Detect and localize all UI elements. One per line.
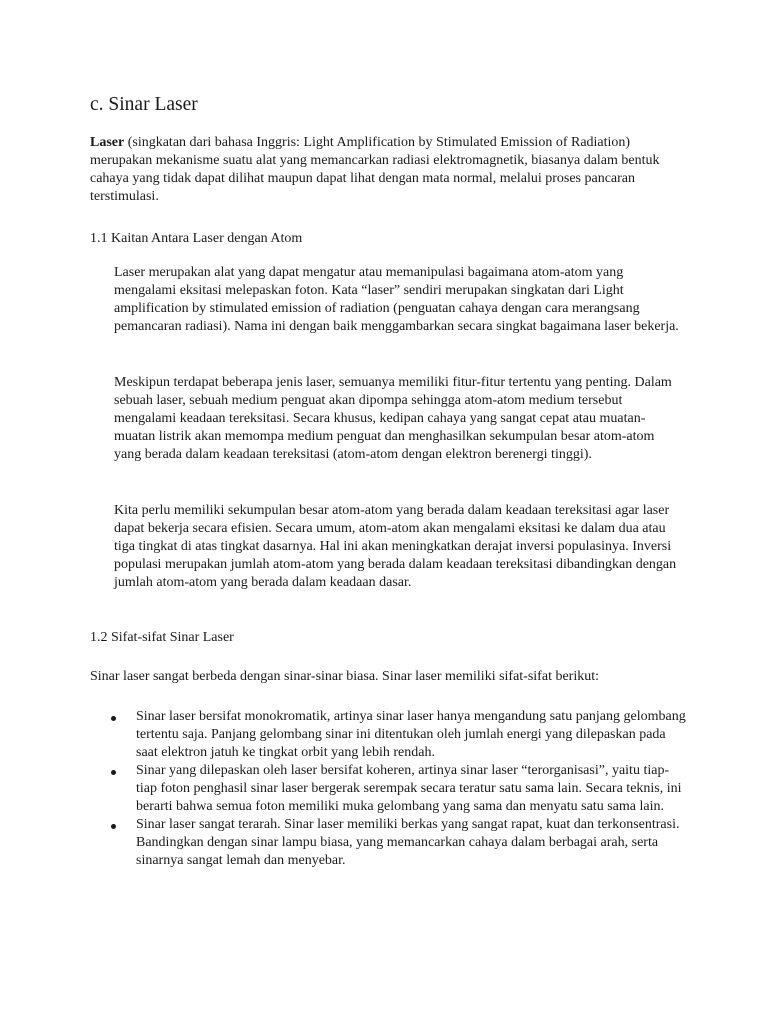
- section1-paragraph: Laser merupakan alat yang dapat mengatur atau memanipulasi bagaimana atom-atom yang mengalami eksitasi melepaskan foton. Kata “laser” sendiri merupakan singkatan dari Light amplification by stimulated emission of radiation (penguatan cahaya dengan cara merangsang pemancaran radiasi). Nama ini dengan baik menggambarkan secara singkat bagaimana laser bekerja.: [114, 265, 679, 334]
- section-title-atom: 1.1 Kaitan Antara Laser dengan Atom: [90, 231, 303, 246]
- bullet-icon: [111, 824, 116, 829]
- list-item: [136, 762, 686, 816]
- properties-lead: Sinar laser sangat berbeda dengan sinar-sinar biasa. Sinar laser memiliki sifat-sifat berikut:: [90, 669, 599, 684]
- intro-term: Laser: [90, 135, 125, 150]
- section1-paragraph: Kita perlu memiliki sekumpulan besar atom-atom yang berada dalam keadaan tereksitasi agar laser dapat bekerja secara efisien. Secara umum, atom-atom akan mengalami eksitasi ke dalam dua atau tiga tingkat di atas tingkat dasarnya. Hal ini akan meningkatkan derajat inversi populasinya. Inversi populasi merupakan jumlah atom-atom yang berada dalam keadaan tereksitasi dibandingkan dengan jumlah atom-atom yang berada dalam keadaan dasar.: [114, 503, 677, 590]
- bullet-icon: [111, 770, 116, 775]
- list-item-text: Sinar laser sangat terarah. Sinar laser memiliki berkas yang sangat rapat, kuat dan terkonsentrasi. Bandingkan dengan sinar lampu biasa, yang memancarkan cahaya dalam berbagai arah, serta sinarnya sangat lemah dan menyebar.: [136, 817, 680, 868]
- bullet-icon: [111, 716, 116, 721]
- properties-list: [136, 708, 686, 870]
- list-item-text: Sinar laser bersifat monokromatik, artinya sinar laser hanya mengandung satu panjang gelombang tertentu saja. Panjang gelombang sinar ini ditentukan oleh jumlah energi yang dilepaskan pada saat elektron jatuh ke tingkat orbit yang lebih rendah.: [136, 709, 686, 760]
- section1-paragraph: Meskipun terdapat beberapa jenis laser, semuanya memiliki fitur-fitur tertentu yang penting. Dalam sebuah laser, sebuah medium penguat akan dipompa sehingga atom-atom medium tersebut mengalami keadaan tereksitasi. Secara khusus, kedipan cahaya yang sangat cepat atau muatan-muatan listrik akan memompa medium penguat dan menghasilkan sekumpulan besar atom-atom yang berada dalam keadaan tereksitasi (atom-atom dengan elektron berenergi tinggi).: [114, 375, 672, 462]
- page-title: c. Sinar Laser: [90, 94, 198, 115]
- section-title-properties: 1.2 Sifat-sifat Sinar Laser: [90, 630, 234, 645]
- list-item: [136, 708, 686, 762]
- list-item: [136, 816, 686, 870]
- list-item-text: Sinar yang dilepaskan oleh laser bersifat koheren, artinya sinar laser “terorganisasi”, yaitu tiap-tiap foton penghasil sinar laser bergerak serempak secara teratur satu sama lain. Secara teknis, ini berarti bahwa semua foton memiliki muka gelombang yang sama dan menyatu satu sama lain.: [136, 763, 682, 814]
- intro-paragraph: [90, 134, 690, 206]
- intro-text: (singkatan dari bahasa Inggris: Light Amplification by Stimulated Emission of Radiation) merupakan mekanisme suatu alat yang memancarkan radiasi elektromagnetik, biasanya dalam bentuk cahaya yang tidak dapat dilihat maupun dapat lihat dengan mata normal, melalui proses pancaran terstimulasi.: [90, 135, 660, 204]
